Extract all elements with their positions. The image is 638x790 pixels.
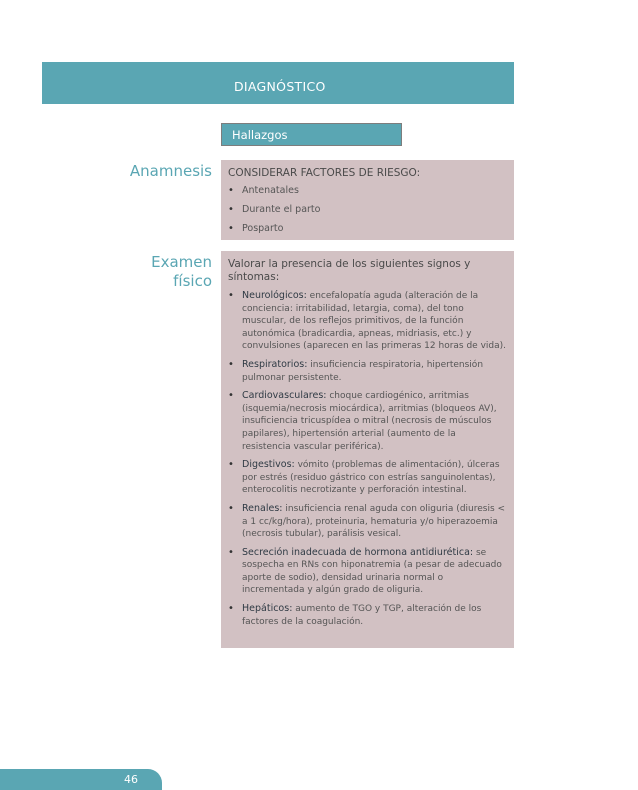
item-text: choque cardiogénico, arritmias (isquemia/necrosis miocárdica), arritmias (bloqueos AV), insuficiencia tricuspídea o mitral (necrosis de músculos papilares), hipertensión arterial (aumento de la resistencia vascular periférica). bbox=[242, 391, 497, 452]
item-term: Hepáticos: bbox=[242, 603, 293, 615]
list-item: • Durante el parto bbox=[228, 204, 321, 215]
bullet-icon: • bbox=[228, 603, 234, 615]
item-term: Cardiovasculares: bbox=[242, 390, 327, 402]
anamnesis-box bbox=[221, 160, 514, 240]
bullet-icon: • bbox=[228, 223, 234, 234]
examen-fisico-label: Examen físico bbox=[151, 253, 212, 290]
anamnesis-label: Anamnesis bbox=[129, 162, 212, 180]
item-text: aumento de TGO y TGP, alteración de los factores de la coagulación. bbox=[242, 604, 482, 627]
bullet-icon: • bbox=[228, 204, 234, 215]
section-header-bar bbox=[42, 62, 514, 104]
bullet-icon: • bbox=[228, 185, 234, 196]
section-title: DIAGNÓSTICO bbox=[234, 79, 326, 94]
item-term: Neurológicos: bbox=[242, 290, 307, 301]
bullet-icon: • bbox=[228, 290, 234, 301]
hallazgos-tab bbox=[221, 123, 402, 146]
list-item: • Posparto bbox=[228, 223, 284, 234]
bullet-icon: • bbox=[228, 502, 234, 514]
item-term: Respiratorios: bbox=[242, 358, 308, 370]
bullet-icon: • bbox=[228, 358, 234, 370]
item-text: se sospecha en RNs con hiponatremia (a pesar de adecuado aporte de sodio), densidad urinaria normal o incrementada y algún grado de oliguria. bbox=[242, 547, 502, 596]
list-item bbox=[228, 459, 506, 497]
item-text: encefalopatía aguda (alteración de la conciencia: irritabilidad, letargia, coma), del tono muscular, de los reflejos primitivos, de la función autonómica (bradicardia, apneas, midriasis, etc.) y convulsiones (aparecen en las primeras 12 horas de vida). bbox=[242, 291, 506, 352]
item-text: vómito (problemas de alimentación), úlceras por estrés (residuo gástrico con estrías sanguinolentas), enterocolitis necrotizante y perforación intestinal. bbox=[242, 460, 500, 496]
signs-list bbox=[228, 290, 506, 628]
page-number: 46 bbox=[124, 773, 138, 786]
item-term: Digestivos: bbox=[242, 459, 295, 471]
examen-fisico-box bbox=[221, 251, 514, 648]
bullet-icon: • bbox=[228, 390, 234, 402]
list-item bbox=[228, 390, 506, 453]
item-text: insuficiencia renal aguda con oliguria (diuresis < a 1 cc/kg/hora), proteinuria, hematuria y/o hiperazoemia (necrosis tubular), parálisis vesical. bbox=[242, 503, 506, 540]
page-number-tab bbox=[0, 769, 162, 790]
list-item bbox=[228, 503, 506, 541]
item-text: insuficiencia respiratoria, hipertensión pulmonar persistente. bbox=[242, 359, 484, 383]
risk-factor-list bbox=[228, 184, 506, 235]
hallazgos-tab-label: Hallazgos bbox=[232, 128, 288, 142]
item-term: Secreción inadecuada de hormona antidiurética: bbox=[242, 546, 474, 558]
list-item bbox=[228, 290, 506, 353]
examen-box-title: Valorar la presencia de los siguientes signos y síntomas: bbox=[228, 258, 471, 283]
anamnesis-box-title: CONSIDERAR FACTORES DE RIESGO: bbox=[228, 167, 421, 179]
list-item: • Antenatales bbox=[228, 185, 299, 196]
list-item bbox=[228, 547, 506, 597]
bullet-icon: • bbox=[228, 459, 234, 471]
bullet-icon: • bbox=[228, 546, 234, 558]
item-term: Renales: bbox=[242, 502, 283, 514]
list-item bbox=[228, 603, 506, 628]
list-item bbox=[228, 359, 506, 384]
